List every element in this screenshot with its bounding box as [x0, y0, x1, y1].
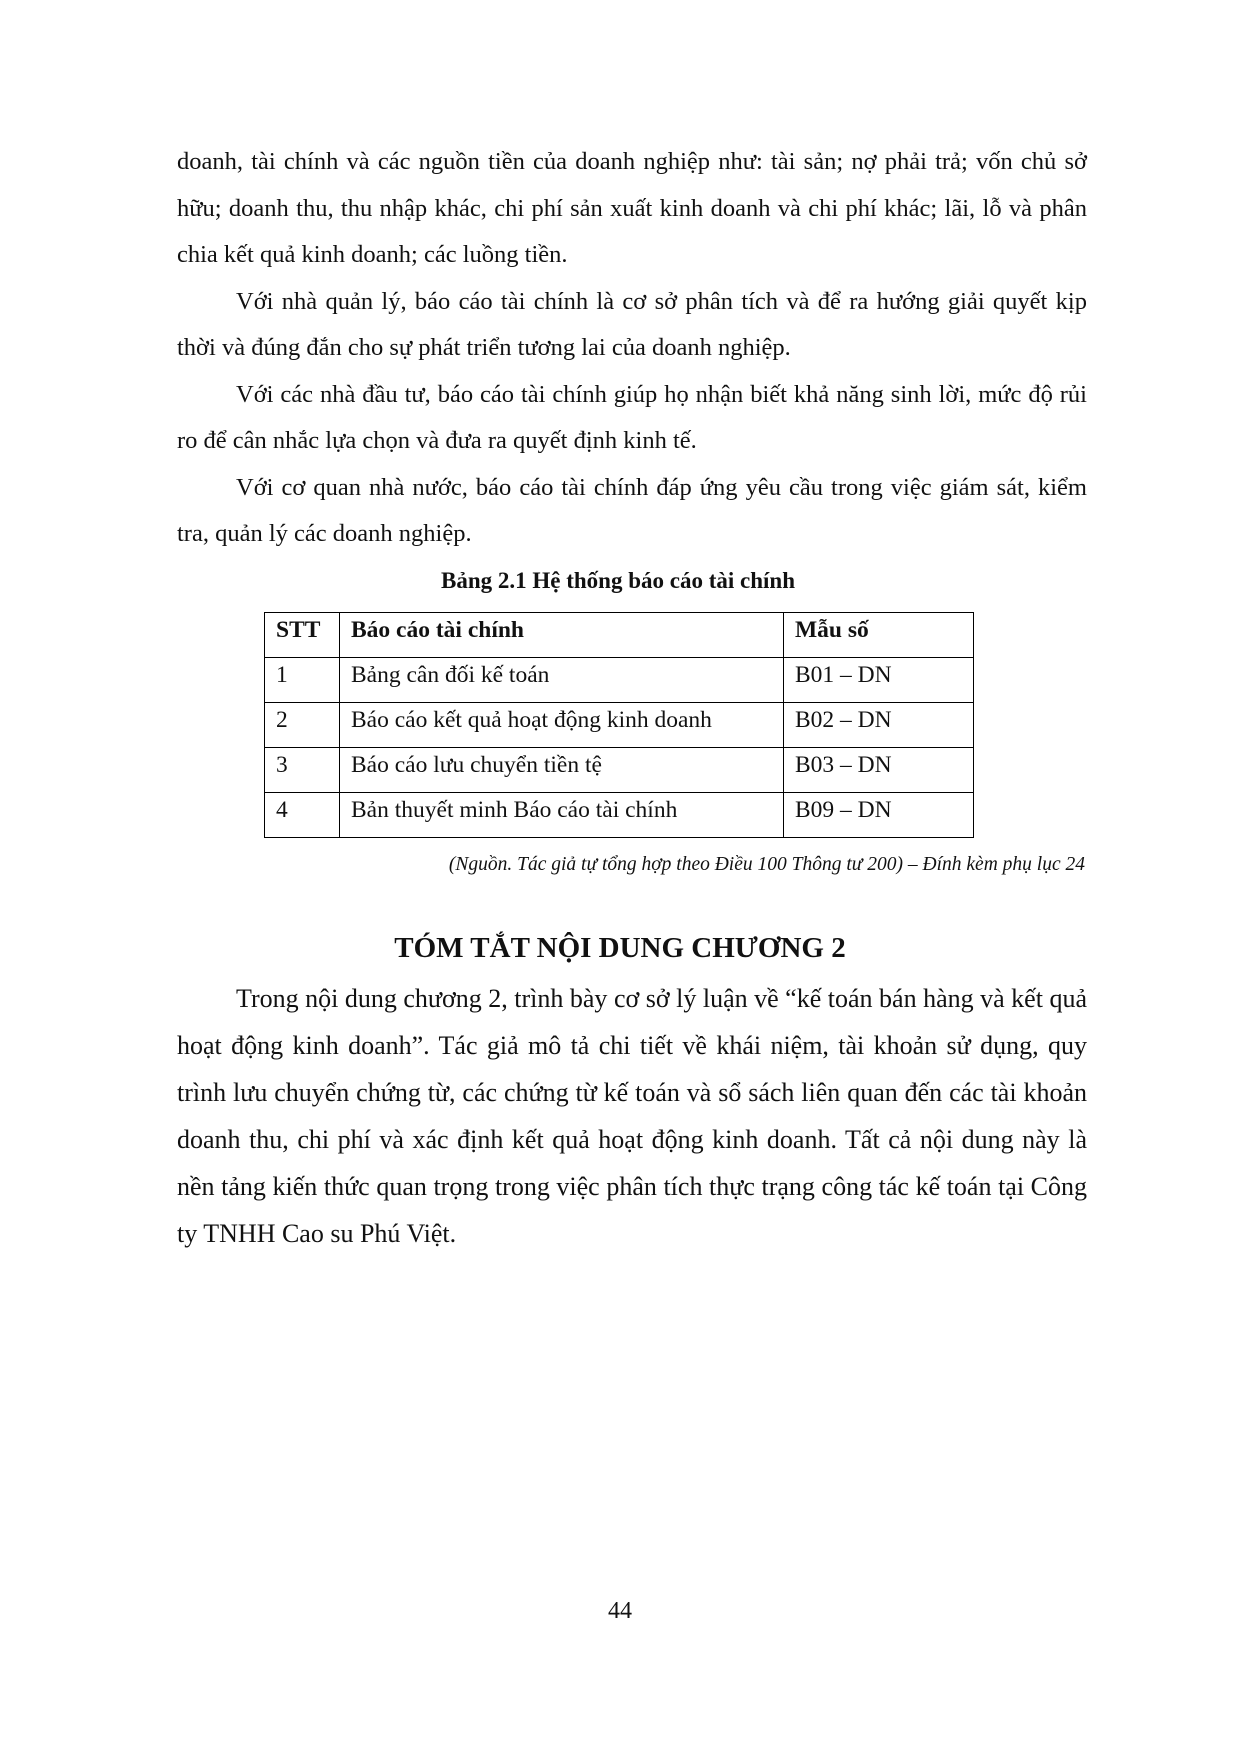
- table-caption: Bảng 2.1 Hệ thống báo cáo tài chính: [441, 568, 795, 593]
- cell-report: Bảng cân đối kế toán: [340, 658, 784, 703]
- cell-stt: 2: [265, 703, 340, 748]
- paragraph-continuation: doanh, tài chính và các nguồn tiền của doanh nghiệp như: tài sản; nợ phải trả; vốn chủ sở hữu; doanh thu, thu nhập khác, chi phí sản xuất kinh doanh và chi phí khác; lãi, lỗ và phân chia kết quả kinh doanh; các luồng tiền.: [177, 148, 1087, 268]
- paragraph-investors: Với các nhà đầu tư, báo cáo tài chính giúp họ nhận biết khả năng sinh lời, mức độ rủi ro để cân nhắc lựa chọn và đưa ra quyết định kinh tế.: [177, 380, 1087, 454]
- table-row: [265, 658, 974, 703]
- table-row: [265, 703, 974, 748]
- chapter-summary-heading: TÓM TẮT NỘI DUNG CHƯƠNG 2: [394, 932, 846, 964]
- cell-form-number: B02 – DN: [784, 703, 974, 748]
- paragraph-managers: Với nhà quản lý, báo cáo tài chính là cơ sở phân tích và để ra hướng giải quyết kịp thời và đúng đắn cho sự phát triển tương lai của doanh nghiệp.: [177, 287, 1087, 361]
- cell-stt: 3: [265, 748, 340, 793]
- cell-report: Báo cáo lưu chuyển tiền tệ: [340, 748, 784, 793]
- cell-report: Bản thuyết minh Báo cáo tài chính: [340, 793, 784, 838]
- cell-form-number: B03 – DN: [784, 748, 974, 793]
- header-stt: STT: [265, 613, 340, 658]
- cell-report: Báo cáo kết quả hoạt động kinh doanh: [340, 703, 784, 748]
- table-header-row: [265, 613, 974, 658]
- summary-paragraph: Trong nội dung chương 2, trình bày cơ sở lý luận về “kế toán bán hàng và kết quả hoạt động kinh doanh”. Tác giả mô tả chi tiết về khái niệm, tài khoản sử dụng, quy trình lưu chuyển chứng từ, các chứng từ kế toán và sổ sách liên quan đến các tài khoản doanh thu, chi phí và xác định kết quả hoạt động kinh doanh. Tất cả nội dung này là nền tảng kiến thức quan trọng trong việc phân tích thực trạng công tác kế toán tại Công ty TNHH Cao su Phú Việt.: [177, 984, 1087, 1248]
- header-report: Báo cáo tài chính: [340, 613, 784, 658]
- table-source-note: (Nguồn. Tác giả tự tổng hợp theo Điều 100 Thông tư 200) – Đính kèm phụ lục 24: [448, 854, 1085, 875]
- page-number: 44: [608, 1598, 632, 1624]
- financial-report-table: [264, 612, 974, 838]
- cell-form-number: B09 – DN: [784, 793, 974, 838]
- cell-stt: 1: [265, 658, 340, 703]
- header-form-number: Mẫu số: [784, 613, 974, 658]
- table-row: [265, 748, 974, 793]
- cell-form-number: B01 – DN: [784, 658, 974, 703]
- paragraph-state-agencies: Với cơ quan nhà nước, báo cáo tài chính đáp ứng yêu cầu trong việc giám sát, kiểm tra, quản lý các doanh nghiệp.: [177, 473, 1087, 547]
- chapter-summary: [177, 975, 1087, 1257]
- table-row: [265, 793, 974, 838]
- cell-stt: 4: [265, 793, 340, 838]
- body-text: [177, 139, 1087, 558]
